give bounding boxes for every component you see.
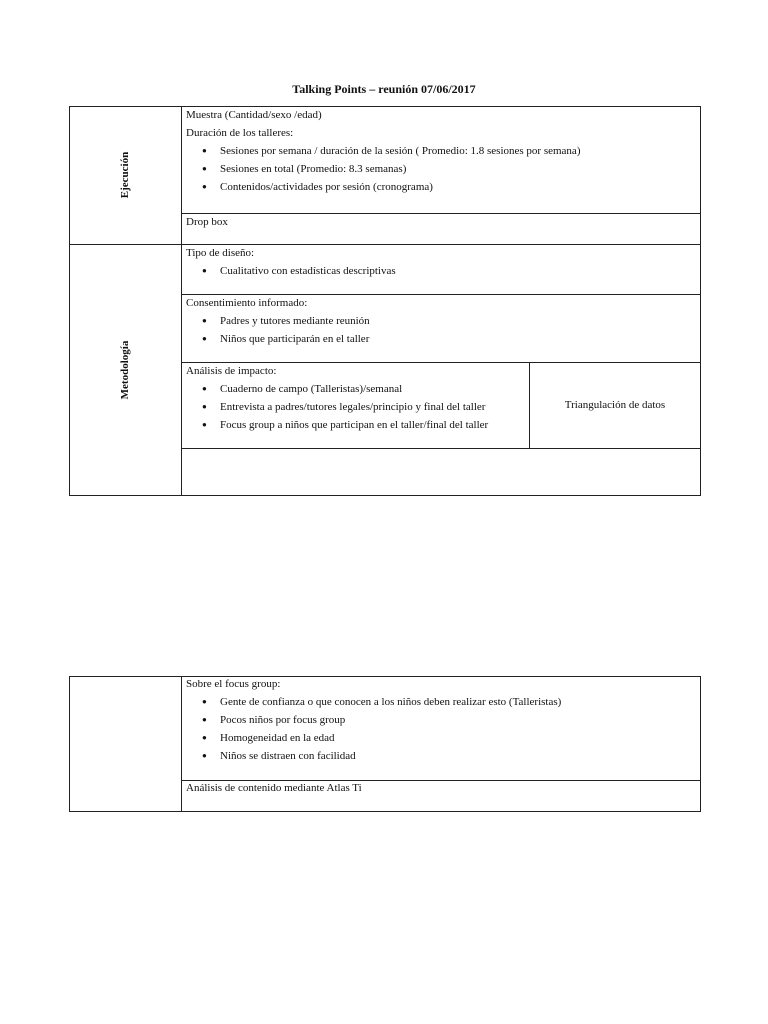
subrow-divider-empty [181,448,701,449]
duracion-list [186,142,701,196]
cell-drop-box [181,213,701,231]
focus-group-list [186,693,701,765]
list-item: ● Cualitativo con estadísticas descriptivas [220,262,701,280]
list-item: ● Pocos niños por focus group [220,711,701,729]
list-item: ● Focus group a niños que participan en el taller/final del taller [220,416,529,434]
list-item: ● Niños que participarán en el taller [220,330,701,348]
muestra-line: Muestra (Cantidad/sexo /edad) [186,109,322,121]
row-label-ejecucion: Ejecución [119,151,131,199]
row-label-metodologia: Metodología [119,340,131,400]
list-item: ● Niños se distraen con facilidad [220,747,701,765]
cell-muestra-duracion [181,106,701,196]
list-item: ● Padres y tutores mediante reunión [220,312,701,330]
duracion-line: Duración de los talleres: [186,127,294,139]
cell-analisis-impacto [181,362,529,434]
focus-group-heading: Sobre el focus group: [186,678,281,690]
list-item: ● Homogeneidad en la edad [220,729,701,747]
list-item: ● Entrevista a padres/tutores legales/principio y final del taller [220,398,529,416]
list-item: ● Contenidos/actividades por sesión (cronograma) [220,178,701,196]
list-item: ● Sesiones en total (Promedio: 8.3 semanas) [220,160,701,178]
cell-consentimiento [181,294,701,348]
analisis-list [186,380,529,434]
document-title: Talking Points – reunión 07/06/2017 [292,82,476,96]
consentimiento-heading: Consentimiento informado: [186,297,308,309]
cell-atlas-ti [181,779,701,797]
cell-triangulacion [529,362,701,448]
analisis-heading: Análisis de impacto: [186,365,277,377]
cell-focus-group [181,675,701,765]
atlas-ti-line: Análisis de contenido mediante Atlas Ti [186,782,362,794]
tipo-diseno-list [186,262,701,280]
list-item: ● Gente de confianza o que conocen a los niños deben realizar esto (Talleristas) [220,693,701,711]
tipo-diseno-heading: Tipo de diseño: [186,247,255,259]
drop-box-line: Drop box [186,216,228,228]
list-item: ● Cuaderno de campo (Talleristas)/semanal [220,380,529,398]
consentimiento-list [186,312,701,348]
cell-tipo-diseno [181,244,701,280]
list-item: ● Sesiones por semana / duración de la sesión ( Promedio: 1.8 sesiones por semana) [220,142,701,160]
triangulacion-text: Triangulación de datos [564,399,666,411]
